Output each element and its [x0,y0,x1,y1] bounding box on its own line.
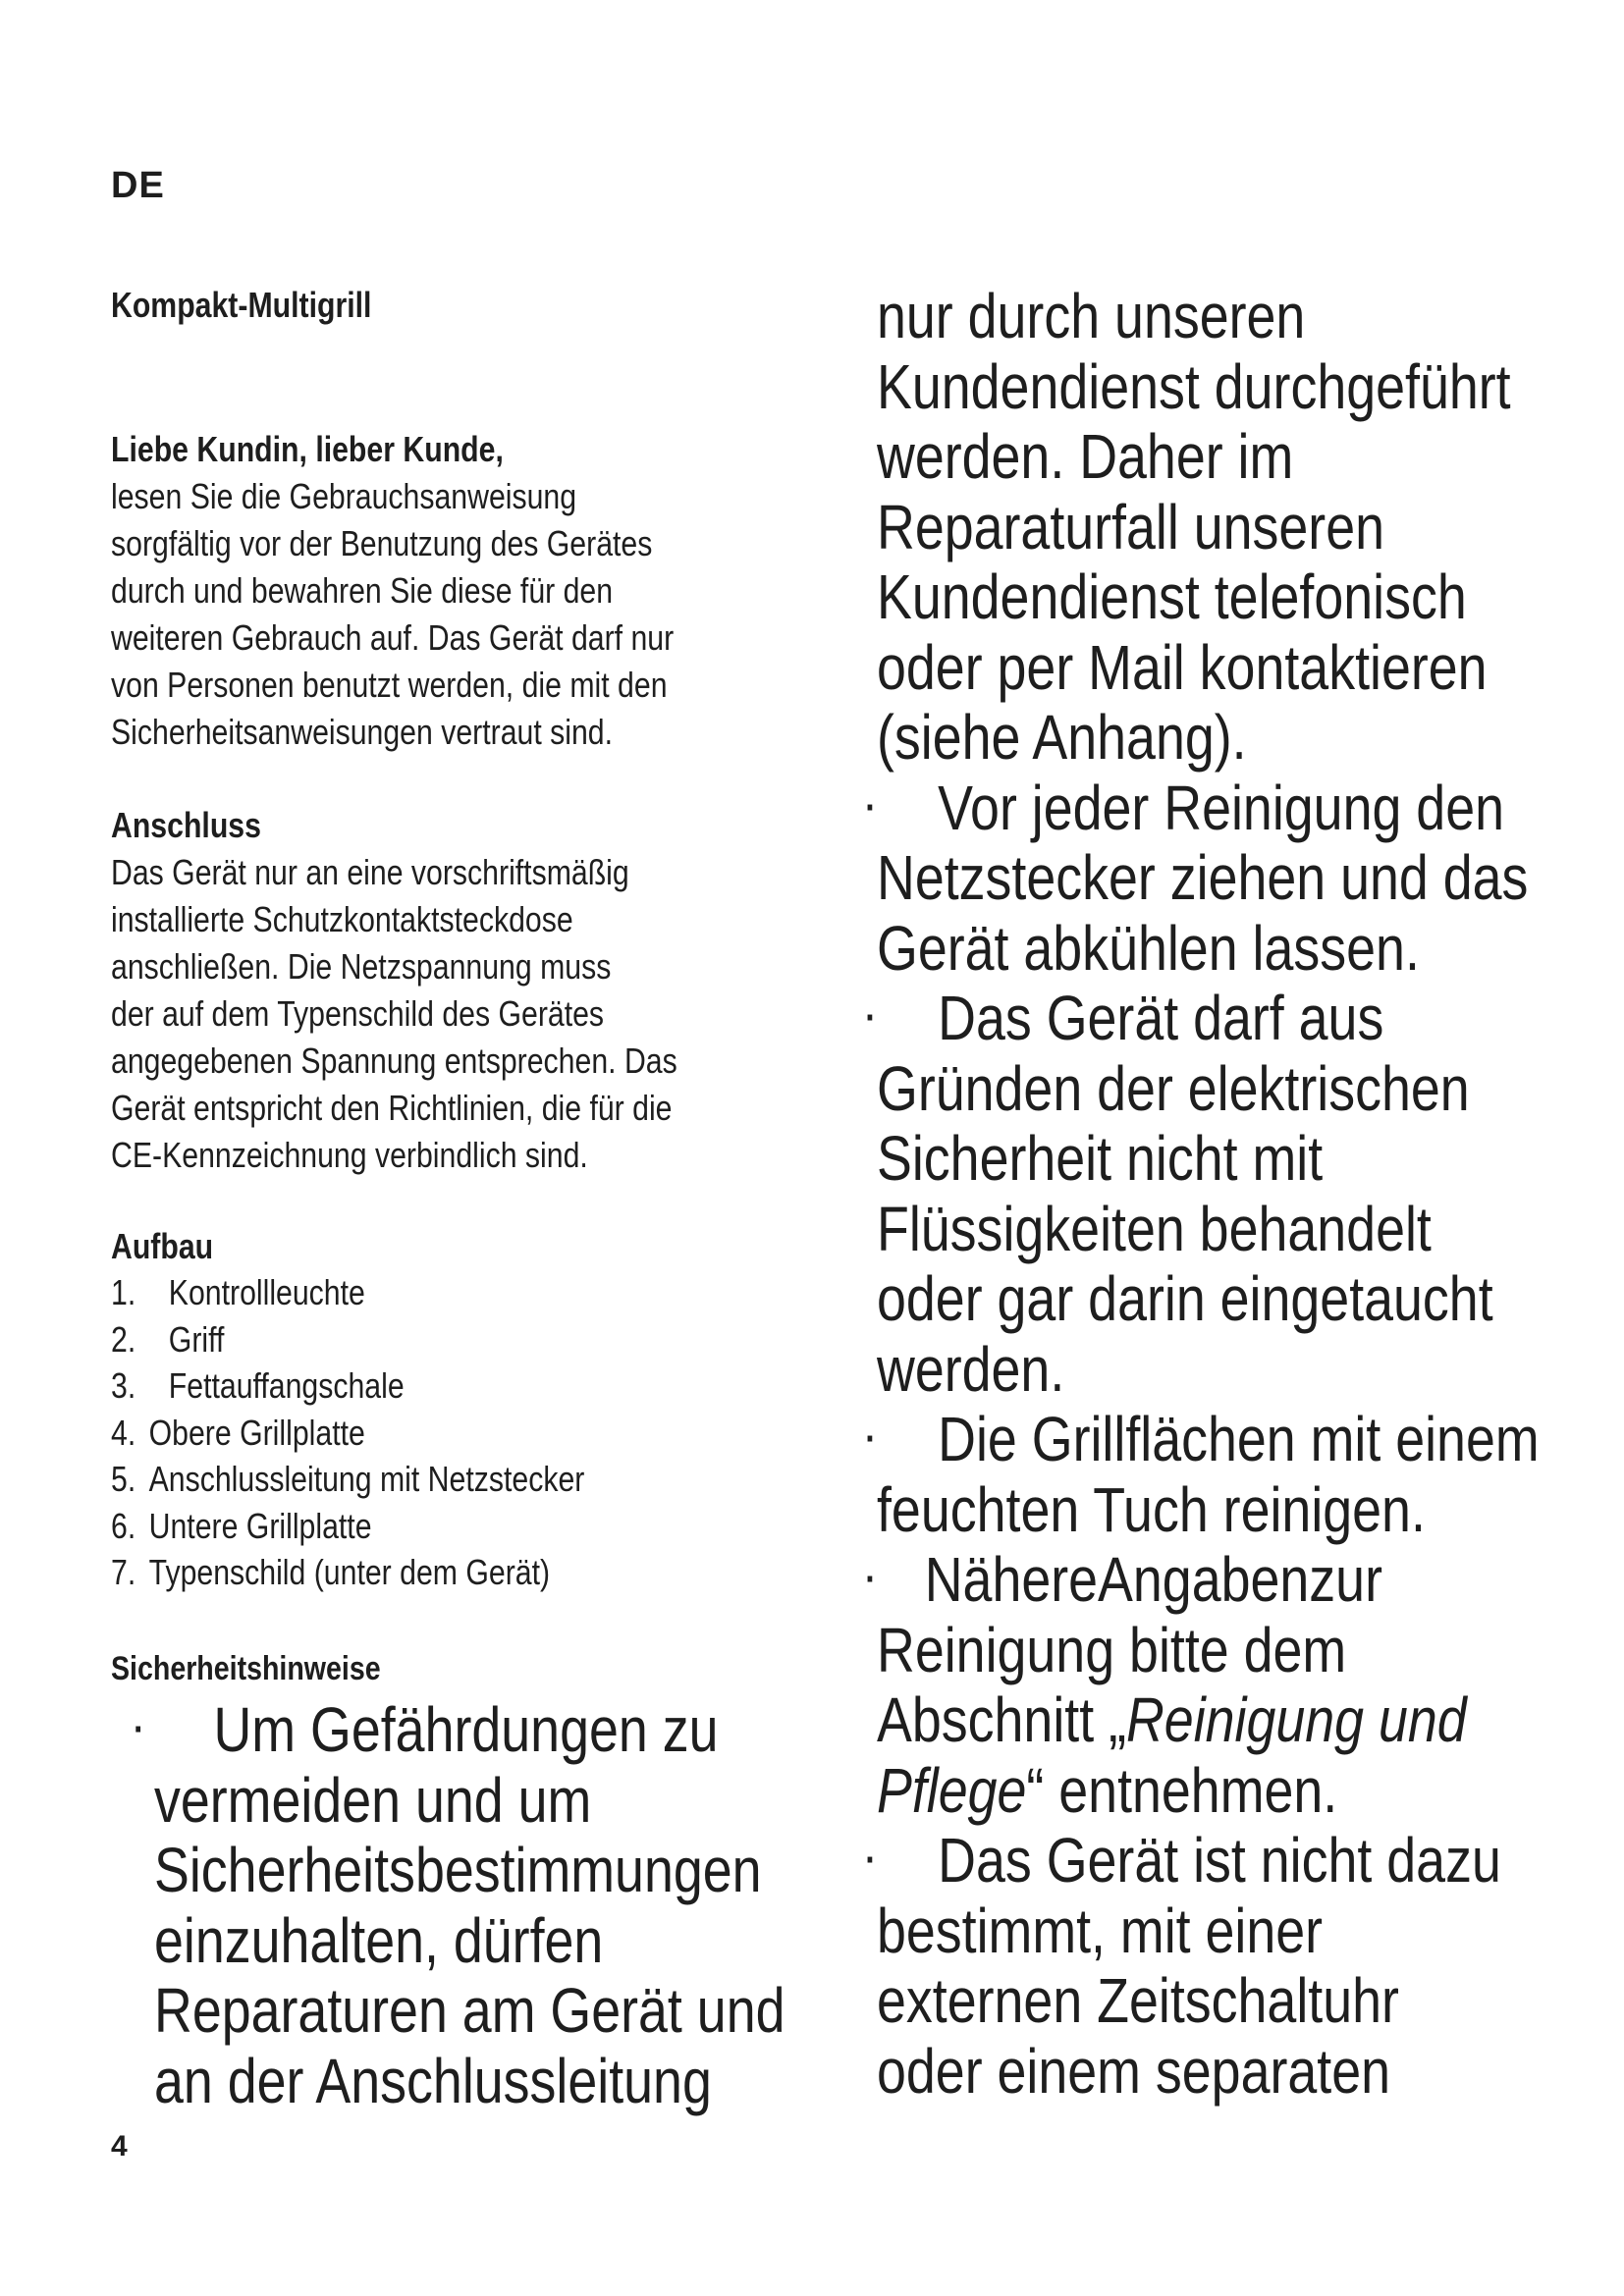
list-item: 4. Obere Grillplatte [111,1412,365,1453]
anschluss-line: installierte Schutzkontaktsteckdose [111,899,573,939]
document-title: Kompakt-Multigrill [111,285,372,325]
bullet-icon: · [865,1417,877,1461]
bullet-text: oder per Mail kontaktieren [877,631,1488,703]
bullet-text: an der Anschlussleitung [154,2045,712,2116]
bullet-text: Abschnitt „Reinigung und [877,1684,1467,1755]
bullet-text: werden. [877,1333,1065,1405]
bullet-text: oder gar darin eingetaucht [877,1263,1493,1334]
sicherheit-heading-wrap [111,1645,688,1692]
safety-bullet-1 [134,1694,785,2116]
list-item: 5. Anschlussleitung mit Netzstecker [111,1459,585,1499]
anschluss-line: der auf dem Typenschild des Gerätes [111,993,605,1034]
bullet-text: Pflege“ entnehmen. [877,1754,1338,1826]
anschluss-line: Das Gerät nur an eine vorschriftsmäßig [111,852,629,892]
right-column [865,281,1540,2107]
bullet-text: feuchten Tuch reinigen. [877,1473,1426,1545]
bullet-text: Gründen der elektrischen [877,1052,1470,1124]
section-heading: Aufbau [111,1226,214,1266]
bullet-text: NähereAngabenzur [924,1544,1382,1615]
greeting: Liebe Kundin, lieber Kunde, [111,429,504,469]
section-heading: Anschluss [111,805,261,845]
bullet-text: Flüssigkeiten behandelt [877,1193,1432,1264]
bullet-text: (siehe Anhang). [877,702,1247,773]
bullet-icon: · [865,1839,877,1882]
bullet-text: bestimmt, mit einer [877,1895,1324,1966]
bullet-text: oder einem separaten [877,2035,1391,2107]
bullet-text: Sicherheitsbestimmungen [154,1835,762,1905]
bullet-text: Gerät abkühlen lassen. [877,912,1420,984]
bullet-text: Reinigung bitte dem [877,1614,1347,1685]
intro-line: weiteren Gebrauch auf. Das Gerät darf nur [111,617,675,658]
intro-line: von Personen benutzt werden, die mit den [111,665,668,705]
bullet-text: Um Gefährdungen zu [213,1694,719,1765]
bullet-text: vermeiden und um [154,1764,592,1836]
anschluss-line: Gerät entspricht den Richtlinien, die für die [111,1088,673,1128]
aufbau-list [111,1269,584,1596]
bullet-text: Netzstecker ziehen und das [877,842,1529,913]
intro-line: Sicherheitsanweisungen vertraut sind. [111,712,614,752]
page-number: 4 [111,2130,128,2163]
bullet-text: Reparaturfall unseren [877,491,1384,562]
list-item: 3. Fettauffangschale [111,1365,405,1406]
bullet-text: externen Zeitschaltuhr [877,1965,1399,2036]
list-item: 2. Griff [111,1318,225,1360]
safety-bullet-2 [865,772,1540,844]
anschluss-line: CE-Kennzeichnung verbindlich sind. [111,1135,588,1175]
aufbau-heading-wrap [111,1223,688,1270]
language-code: DE [111,165,165,206]
safety-bullet-6 [865,1825,1540,1896]
safety-bullet-5 [865,1544,1540,1616]
list-item: 7. Typenschild (unter dem Gerät) [111,1552,551,1592]
intro-line: lesen Sie die Gebrauchsanweisung [111,476,577,516]
anschluss-section [111,802,688,1179]
list-item: 6. Untere Grillplatte [111,1505,372,1546]
anschluss-line: angegebenen Spannung entsprechen. Das [111,1041,677,1081]
bullet-text: Reparaturen am Gerät und [154,1975,785,2046]
bullet-icon: · [134,1708,145,1751]
bullet-text: Vor jeder Reinigung den [938,772,1505,843]
anschluss-line: anschließen. Die Netzspannung muss [111,946,612,987]
bullet-text: Das Gerät ist nicht dazu [938,1825,1501,1896]
intro-line: durch und bewahren Sie diese für den [111,570,614,611]
section-heading: Sicherheitshinweise [111,1650,381,1687]
bullet-text: Die Grillflächen mit einem [938,1404,1540,1474]
safety-bullet-4 [865,1404,1540,1475]
bullet-text: werden. Daher im [877,421,1294,492]
intro-section [111,426,688,756]
bullet-text: Kundendienst durchgeführt [877,350,1511,422]
bullet-icon: · [865,1558,877,1601]
list-item: 1. Kontrollleuchte [111,1272,365,1312]
bullet-icon: · [865,785,877,829]
bullet-text: nur durch unseren [877,281,1306,351]
bullet-text: Sicherheit nicht mit [877,1123,1324,1194]
safety-bullet-3 [865,983,1540,1054]
bullet-icon: · [865,996,877,1040]
bullet-text: Kundendienst telefonisch [877,561,1467,632]
intro-line: sorgfältig vor der Benutzung des Gerätes [111,523,653,563]
bullet-text: einzuhalten, dürfen [154,1904,604,1976]
bullet-text: Das Gerät darf aus [938,983,1384,1053]
